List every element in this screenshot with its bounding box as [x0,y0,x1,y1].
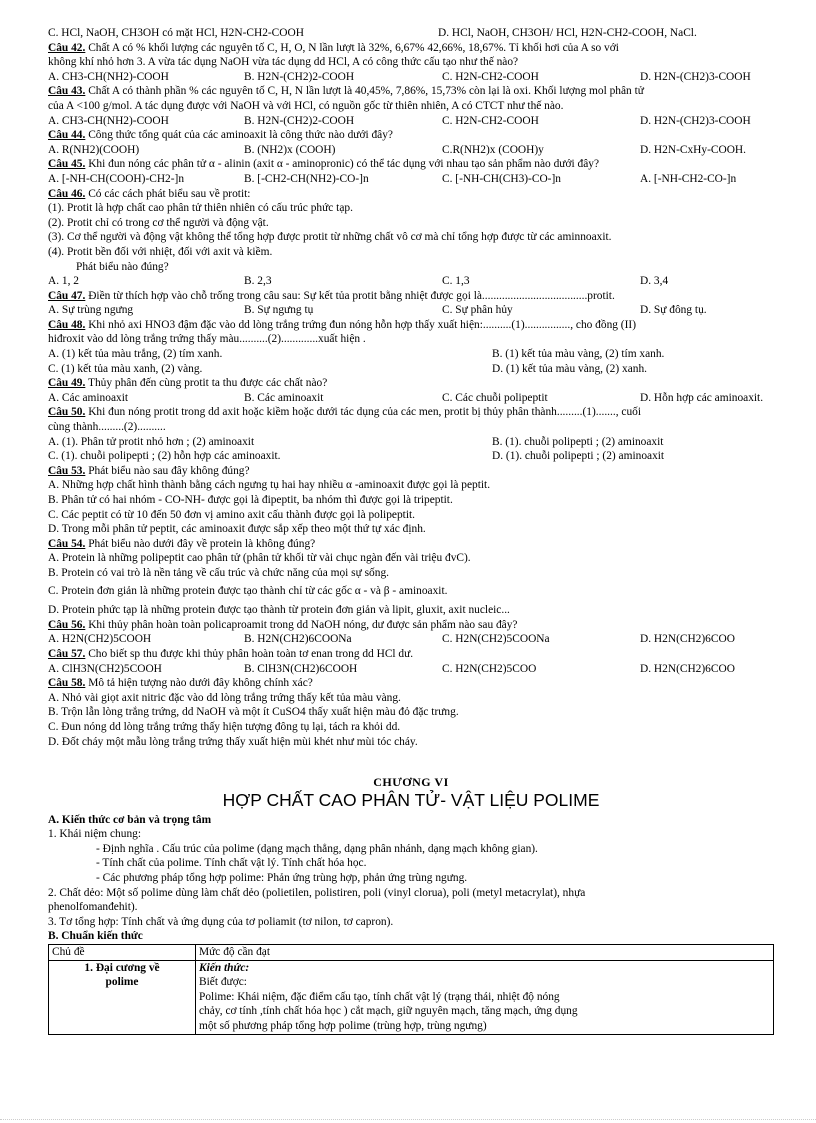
standards-table [48,944,774,1035]
option-b: B. Phân tử có hai nhóm - CO-NH- được gọi là đipeptit, ba nhóm thì được gọi là tripeptit. [48,494,453,506]
question-text: Chất A có % khối lượng các nguyên tố C, H, O, N lần lượt là 32%, 6,67% 42,66%, 18,67%. Tỉ khối hơi của A so với [88,41,619,54]
question-54 [48,537,774,552]
q47-options-row [48,303,774,318]
question-text: Chất A có thành phần % các nguyên tố C, H, N lần lượt là 40,45%, 7,86%, 15,73% còn lại là oxi. Khối lượng mol phân tử [88,85,644,98]
content-line: chảy, cơ tính ,tính chất hóa học ) cắt mạch, giữ nguyên mạch, tăng mạch, ứng dụng [199,1005,578,1018]
option-c: C. Đun nóng dd lòng trắng trứng thấy hiện tượng đông tụ lại, tách ra khỏi dd. [48,720,401,733]
question-text: Khi đun nóng các phân tử α - alinin (axit α - aminopronic) có thể tác dụng với nhau tạo sản phẩm nào dưới đây? [88,158,600,171]
question-label: Câu 46. [48,187,86,200]
section-a-item-2: 2. Chất dẻo: Một số polime dùng làm chất dẻo (polietilen, polistiren, poli (vinyl clorua), poli (metyl metacrylat), nhựa [48,886,586,899]
question-50 [48,405,774,420]
option-a: A. H2N(CH2)5COOH [48,633,152,646]
option-c: C. Sự phân hủy [442,304,513,317]
question-label: Câu 54. [48,537,86,550]
option-d: D. Trong mỗi phân tử peptit, các aminoaxit được sắp xếp theo một thứ tự xác định. [48,523,426,536]
option-a: A. CH3-CH(NH2)-COOH [48,114,169,127]
question-label: Câu 43. [48,85,86,98]
content-line: Polime: Khái niệm, đặc điểm cấu tạo, tính chất vật lý (trạng thái, nhiệt độ nóng [199,990,560,1003]
chapter-number: CHƯƠNG VI [373,775,449,790]
question-label: Câu 49. [48,377,86,390]
option-d: D. HCl, NaOH, CH3OH/ HCl, H2N-CH2-COOH, NaCl. [438,27,697,39]
option-b: B. H2N-(CH2)2-COOH [244,114,355,127]
section-a-item-1: 1. Khái niệm chung: [48,828,142,841]
option-c: C. 1,3 [442,275,470,288]
question-49 [48,376,774,391]
option-a: A. [-NH-CH(COOH)-CH2-]n [48,172,185,185]
option-c: C. (1) kết tủa màu xanh, (2) vàng. [48,362,203,375]
section-a-bullet: - Tính chất của polime. Tính chất vật lý. Tính chất hóa học. [96,857,367,870]
option-c: C. Các chuỗi polipeptit [442,391,548,404]
q56-options-row [48,632,774,647]
option-a: A. Protein là những polipeptit cao phân tử (phân tử khối từ vài chục ngàn đến vài triệu đvC). [48,552,471,565]
question-43 [48,84,774,99]
option-b: B. [-CH2-CH(NH2)-CO-]n [244,172,369,185]
option-c: C. Protein đơn giản là những protein được tạo thành chỉ từ các gốc α - và β - aminoaxit. [48,584,448,597]
option-c: C. H2N(CH2)5COO [442,662,537,675]
question-text-cont: cùng thành.........(2).......... [48,421,166,434]
option-a: A. (1). Phân tử protit nhỏ hơn ; (2) aminoaxit [48,435,255,448]
option-d: D. H2N(CH2)6COO [640,633,735,646]
question-text-cont: không khí nhỏ hơn 3. A vừa tác dụng NaOH vừa tác dụng dd HCl, A có công thức cấu tạo như thế nào? [48,56,519,69]
option-b: B. (1) kết tủa màu vàng, (2) tím xanh. [492,348,665,361]
section-a-item-3: 3. Tơ tổng hợp: Tính chất và ứng dụng của tơ poliamit (tơ nilon, tơ capron). [48,915,394,928]
option-d: D. 3,4 [640,275,669,288]
question-text: Có các cách phát biểu sau về protit: [88,187,251,200]
option-d: D. (1). chuỗi polipepti ; (2) aminoaxit [492,450,665,463]
option-d: D. Protein phức tạp là những protein được tạo thành từ protein đơn giản và lipit, gluxit, axit nucleic... [48,604,510,617]
question-text: Công thức tổng quát của các aminoaxit là công thức nào dưới đây? [88,129,393,142]
option-b: B. Các aminoaxit [244,391,324,404]
section-a-bullet: - Các phương pháp tổng hợp polime: Phản ứng trùng hợp, phản ứng trùng ngưng. [96,872,468,885]
table-row [49,960,774,1034]
q48-options-row-2 [48,362,774,377]
section-b-heading: B. Chuẩn kiến thức [48,930,143,943]
option-d: A. [-NH-CH2-CO-]n [640,172,737,185]
question-label: Câu 42. [48,41,86,54]
option-b: B. Protein có vai trò là nền tảng về cấu trúc và chức năng của mọi sự sống. [48,566,389,579]
knowledge-label: Kiến thức: [199,961,250,974]
q42-options-row [48,70,774,85]
question-text: Phát biểu nào sau đây không đúng? [88,464,250,477]
content-line: một số phương pháp tổng hợp polime (trùng hợp, trùng ngưng) [199,1020,487,1032]
option-c: C. (1). chuỗi polipepti ; (2) hỗn hợp các aminoaxit. [48,450,281,463]
question-45 [48,157,774,172]
q44-options-row [48,143,774,158]
question-label: Câu 50. [48,406,86,419]
q50-options-row-1 [48,435,774,450]
question-47 [48,289,774,304]
option-d: D. Hỗn hợp các aminoaxit. [640,391,764,404]
table-header-topic: Chủ đề [49,945,196,961]
document-page [48,26,774,1035]
option-d: D. H2N-CxHy-COOH. [640,143,746,156]
question-57 [48,647,774,662]
option-b: B. (1). chuỗi polipepti ; (2) aminoaxit [492,435,664,448]
option-b: B. 2,3 [244,275,272,288]
question-label: Câu 56. [48,618,86,631]
option-d: D. Đốt cháy một mẫu lòng trắng trứng thấy xuất hiện mùi khét như mùi tóc cháy. [48,735,418,748]
statement-4: (4). Protit bền đối với nhiệt, đối với axit và kiềm. [48,245,273,258]
question-56 [48,618,774,633]
section-a-bullet: - Định nghĩa . Cấu trúc của polime (dạng mạch thẳng, dạng phân nhánh, dạng mạch không gian). [96,842,538,855]
question-label: Câu 47. [48,289,86,302]
option-a: A. CH3-CH(NH2)-COOH [48,70,169,83]
question-text: Cho biết sp thu được khi thủy phân hoàn toàn tơ enan trong dd HCl dư. [88,647,414,660]
know-label: Biết được: [199,976,247,989]
statement-2: (2). Protit chỉ có trong cơ thể người và động vật. [48,216,269,229]
option-c: C. [-NH-CH(CH3)-CO-]n [442,172,561,185]
option-d: D. H2N-(CH2)3-COOH [640,114,751,127]
option-c: C. H2N-CH2-COOH [442,70,539,83]
table-header-level: Mức độ cần đạt [196,945,774,961]
table-cell-topic [49,960,196,1034]
question-48 [48,318,774,333]
question-label: Câu 45. [48,158,86,171]
question-42 [48,41,774,56]
option-d: D. Sự đông tụ. [640,304,707,317]
question-label: Câu 44. [48,129,86,142]
chapter-title: HỢP CHẤT CAO PHÂN TỬ- VẬT LIỆU POLIME [222,789,600,810]
topic-line-1: 1. Đại cương về [84,961,160,974]
option-a: A. 1, 2 [48,275,80,288]
question-58 [48,676,774,691]
question-text-cont: của A <100 g/mol. A tác dụng được với NaOH và với HCl, có nguồn gốc từ thiên nhiên, A có CTCT như thế nào. [48,99,564,112]
section-a-item-2-cont: phenolfomanđehit). [48,901,138,914]
option-a: A. Nhỏ vài giọt axit nitric đặc vào dd lòng trắng trứng thấy kết tủa màu vàng. [48,691,401,704]
table-cell-content [196,960,774,1034]
question-44 [48,128,774,143]
option-a: A. R(NH2)(COOH) [48,143,140,156]
option-b: B. H2N(CH2)6COONa [244,633,352,646]
question-text: Khi nhỏ axi HNO3 đậm đặc vào dd lòng trắng trứng đun nóng hỗn hợp thấy xuất hiện:..........(1)................, cho đồng (II) [88,318,636,331]
question-label: Câu 53. [48,464,86,477]
question-text: Khi đun nóng protit trong dd axit hoặc kiềm hoặc dưới tác dụng của các men, protit bị thủy phân thành.........(1)......., cuối [88,406,642,419]
question-text: Phát biểu nào dưới đây về protein là không đúng? [88,537,316,550]
section-a-heading: A. Kiến thức cơ bản và trọng tâm [48,813,212,826]
statement-1: (1). Protit là hợp chất cao phân tử thiên nhiên có cấu trúc phức tạp. [48,202,353,215]
option-b: B. ClH3N(CH2)6COOH [244,662,358,675]
option-d: D. H2N-(CH2)3-COOH [640,70,751,83]
q50-options-row-2 [48,449,774,464]
option-a: A. Sự trùng ngưng [48,304,134,317]
q45-options-row [48,172,774,187]
question-text: Khi thủy phân hoàn toàn policaproamit trong dd NaOH nóng, dư được sản phẩm nào sau đây? [88,618,518,631]
question-label: Câu 57. [48,647,86,660]
option-c: C. H2N-CH2-COOH [442,114,539,127]
question-53 [48,464,774,479]
option-b: B. Sự ngưng tụ [244,304,314,317]
option-c: C. HCl, NaOH, CH3OH có mặt HCl, H2N-CH2-COOH [48,27,304,39]
question-46 [48,187,774,202]
option-d: D. (1) kết tủa màu vàng, (2) xanh. [492,362,647,375]
question-ask: Phát biểu nào đúng? [76,260,169,273]
option-c: C. Các peptit có từ 10 đến 50 đơn vị amino axit cấu thành được gọi là polipeptit. [48,508,415,521]
statement-3: (3). Cơ thể người và động vật không thể tổng hợp được protit từ những chất vô cơ mà chỉ tổng hợp được từ các aminnoaxit. [48,231,612,244]
question-label: Câu 58. [48,677,86,690]
question-text: Mô tả hiện tượng nào dưới đây không chính xác? [88,677,313,690]
option-a: A. Các aminoaxit [48,391,129,404]
option-d: D. H2N(CH2)6COO [640,662,735,675]
table-header-row [49,945,774,961]
q41-options-row [48,26,774,41]
option-a: A. ClH3N(CH2)5COOH [48,662,162,675]
option-a: A. (1) kết tủa màu trắng, (2) tím xanh. [48,348,223,361]
question-text: Thủy phân đến cùng protit ta thu được các chất nào? [88,377,328,390]
option-b: B. Trộn lẫn lòng trắng trứng, dd NaOH và một ít CuSO4 thấy xuất hiện màu đỏ đặc trưng. [48,706,459,719]
question-label: Câu 48. [48,318,86,331]
option-b: B. H2N-(CH2)2-COOH [244,70,355,83]
footer-divider [0,1119,816,1120]
q48-options-row-1 [48,347,774,362]
q49-options-row [48,391,774,406]
question-text: Điền từ thích hợp vào chỗ trống trong câu sau: Sự kết tủa protit bằng nhiệt được gọi là.....................................protit. [88,289,615,302]
option-b: B. (NH2)x (COOH) [244,143,336,156]
option-a: A. Những hợp chất hình thành bằng cách ngưng tụ hai hay nhiều α -aminoaxit được gọi là peptit. [48,479,491,492]
q57-options-row [48,662,774,677]
q46-options-row [48,274,774,289]
option-c: C.R(NH2)x (COOH)y [442,143,544,156]
q43-options-row [48,114,774,129]
option-c: C. H2N(CH2)5COONa [442,633,550,646]
topic-line-2: polime [105,976,139,989]
question-text-cont: hiđroxit vào dd lòng trắng trứng thấy màu..........(2).............xuất hiện . [48,333,366,346]
